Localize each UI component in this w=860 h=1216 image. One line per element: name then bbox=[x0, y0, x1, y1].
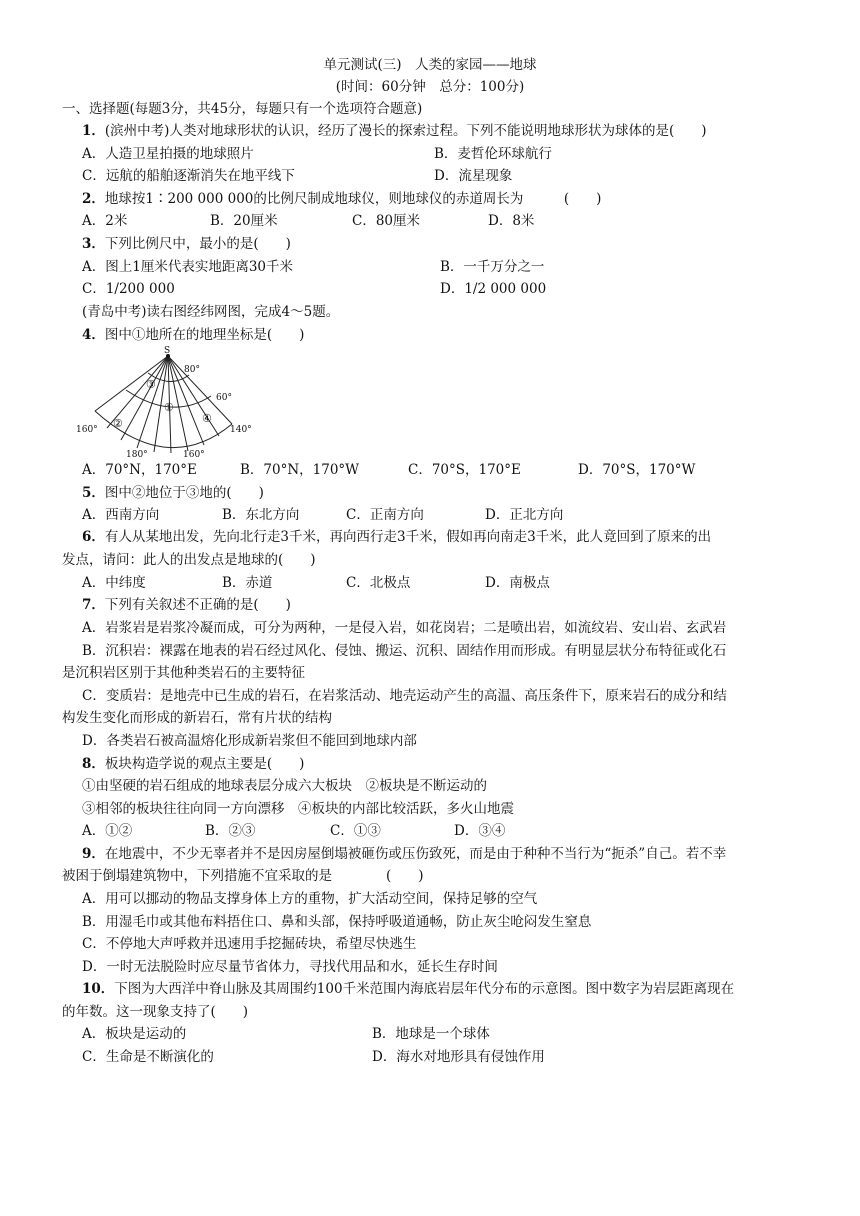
q8-statements-2: ③相邻的板块往往向同一方向漂移 ④板块的内部比较活跃，多火山地震 bbox=[82, 801, 514, 817]
q3-option-d: D．1/2 000 000 bbox=[440, 281, 547, 297]
question-stem: 板块构造学说的观点主要是( ) bbox=[104, 756, 305, 772]
question-number: 5． bbox=[82, 485, 105, 501]
q1-option-c: C．远航的船舶逐渐消失在地平线下 bbox=[82, 168, 295, 184]
question-stem: (滨州中考)人类对地球形状的认识，经历了漫长的探索过程。下列不能说明地球形状为球体的是( ) bbox=[104, 123, 707, 139]
question-4 bbox=[82, 326, 304, 344]
q4-option-a: A．70°N，170°E bbox=[82, 462, 197, 478]
point-3-marker: ③ bbox=[146, 378, 156, 391]
q9-option-b: B．用湿毛巾或其他布料捂住口、鼻和头部，保持呼吸道通畅，防止灰尘呛闷发生窒息 bbox=[82, 914, 592, 930]
question-number: 6． bbox=[82, 529, 105, 545]
question-number: 9． bbox=[82, 846, 105, 862]
q1-option-d: D．流星现象 bbox=[434, 168, 513, 184]
section-heading: 一、选择题(每题3分，共45分，每题只有一个选项符合题意) bbox=[62, 101, 423, 117]
question-stem: 图中②地位于③地的( ) bbox=[104, 485, 264, 501]
exam-title: 单元测试(三) 人类的家园——地球 bbox=[323, 57, 537, 73]
q4-option-b: B．70°N，170°W bbox=[240, 462, 360, 478]
point-1-marker: ① bbox=[164, 401, 174, 414]
question-number: 1． bbox=[82, 123, 105, 139]
question-9-continued: 被困于倒塌建筑物中，下列措施不宜采取的是 ( ) bbox=[62, 868, 424, 884]
meridian-line bbox=[95, 356, 168, 411]
q5-option-b: B．东北方向 bbox=[222, 507, 300, 523]
point-2-marker: ② bbox=[113, 417, 123, 430]
lon-label-140: 140° bbox=[230, 425, 252, 435]
intro-q4-5: (青岛中考)读右图经纬网图，完成4～5题。 bbox=[82, 304, 340, 320]
q1-option-a: A．人造卫星拍摄的地球照片 bbox=[82, 146, 254, 162]
q8-option-d: D．③④ bbox=[454, 823, 506, 839]
pole-label: S bbox=[164, 346, 171, 356]
lat-label-60: 60° bbox=[216, 393, 232, 403]
q8-option-c: C．①③ bbox=[330, 823, 381, 839]
q10-option-a: A．板块是运动的 bbox=[82, 1026, 187, 1042]
question-6-continued: 发点，请问：此人的出发点是地球的( ) bbox=[62, 552, 316, 568]
question-9 bbox=[82, 845, 726, 863]
question-10-continued: 的年数。这一现象支持了( ) bbox=[62, 1004, 249, 1020]
question-stem: 有人从某地出发，先向北行走3千米，再向西行走3千米，假如再向南走3千米，此人竟回到了原来的出 bbox=[104, 529, 712, 545]
q2-option-b: B．20厘米 bbox=[210, 213, 278, 229]
q9-option-a: A．用可以挪动的物品支撑身体上方的重物，扩大活动空间，保持足够的空气 bbox=[82, 891, 538, 907]
question-number: 8． bbox=[82, 756, 105, 772]
q3-option-a: A．图上1厘米代表实地距离30千米 bbox=[82, 259, 294, 275]
lon-label-160-bottom: 160° bbox=[183, 450, 205, 460]
q4-option-c: C．70°S，170°E bbox=[408, 462, 521, 478]
question-number: 3． bbox=[82, 236, 105, 252]
meridian-line bbox=[121, 356, 168, 440]
question-3 bbox=[82, 235, 291, 253]
question-1 bbox=[82, 122, 706, 140]
q7-option-a: A．岩浆岩是岩浆冷凝而成，可分为两种，一是侵入岩，如花岗岩；二是喷出岩，如流纹岩、安山岩、玄武岩 bbox=[82, 620, 727, 636]
q8-option-b: B．②③ bbox=[205, 823, 256, 839]
q6-option-a: A．中纬度 bbox=[82, 575, 146, 591]
question-stem: 地球按1∶200 000 000的比例尺制成地球仪，则地球仪的赤道周长为 ( ) bbox=[104, 191, 602, 207]
q2-option-a: A．2米 bbox=[82, 213, 128, 229]
question-7 bbox=[82, 596, 291, 614]
q4-option-d: D．70°S，170°W bbox=[578, 462, 696, 478]
question-6 bbox=[82, 528, 711, 546]
q5-option-a: A．西南方向 bbox=[82, 507, 160, 523]
q10-option-c: C．生命是不断演化的 bbox=[82, 1049, 214, 1065]
q7-option-d: D．各类岩石被高温熔化形成新岩浆但不能回到地球内部 bbox=[82, 733, 417, 749]
lat-label-80: 80° bbox=[184, 365, 200, 375]
question-8 bbox=[82, 755, 304, 773]
q7-option-c-continued: 构发生变化而形成的新岩石，常有片状的结构 bbox=[62, 710, 332, 726]
q10-option-d: D．海水对地形具有侵蚀作用 bbox=[372, 1049, 545, 1065]
q7-option-b-continued: 是沉积岩区别于其他种类岩石的主要特征 bbox=[62, 665, 305, 681]
q5-option-c: C．正南方向 bbox=[346, 507, 424, 523]
lon-label-180: 180° bbox=[126, 450, 148, 460]
question-stem: 在地震中，不少无辜者并不是因房屋倒塌被砸伤或压伤致死，而是由于种种不当行为“扼杀”自己。若不幸 bbox=[104, 846, 727, 862]
q2-option-c: C．80厘米 bbox=[352, 213, 421, 229]
question-stem: 图中①地所在的地理坐标是( ) bbox=[104, 327, 305, 343]
question-10 bbox=[82, 980, 734, 998]
q7-option-c: C．变质岩：是地壳中已生成的岩石，在岩浆活动、地壳运动产生的高温、高压条件下，原来岩石的成分和结 bbox=[82, 688, 727, 704]
q3-option-b: B．一千万分之一 bbox=[440, 259, 545, 275]
question-stem: 下列有关叙述不正确的是( ) bbox=[104, 597, 291, 613]
question-number: 7． bbox=[82, 597, 105, 613]
q8-option-a: A．①② bbox=[82, 823, 133, 839]
q6-option-d: D．南极点 bbox=[485, 575, 550, 591]
q6-option-c: C．北极点 bbox=[346, 575, 411, 591]
q9-option-c: C．不停地大声呼救并迅速用手挖掘砖块，希望尽快逃生 bbox=[82, 936, 417, 952]
point-4-marker: ④ bbox=[202, 412, 212, 425]
q2-option-d: D．8米 bbox=[488, 213, 535, 229]
q6-option-b: B．赤道 bbox=[222, 575, 273, 591]
graticule-diagram bbox=[76, 344, 266, 460]
exam-subtitle: (时间：60分钟 总分：100分) bbox=[335, 79, 525, 95]
q8-statements-1: ①由坚硬的岩石组成的地球表层分成六大板块 ②板块是不断运动的 bbox=[82, 778, 487, 794]
question-5 bbox=[82, 484, 264, 502]
meridian-line bbox=[168, 356, 232, 424]
q5-option-d: D．正北方向 bbox=[485, 507, 564, 523]
q3-option-c: C．1/200 000 bbox=[82, 281, 175, 297]
question-stem: 下列比例尺中，最小的是( ) bbox=[104, 236, 291, 252]
q9-option-d: D．一时无法脱险时应尽量节省体力，寻找代用品和水，延长生存时间 bbox=[82, 959, 498, 975]
q7-option-b: B．沉积岩：裸露在地表的岩石经过风化、侵蚀、搬运、沉积、固结作用而形成。有明显层状分布特征或化石 bbox=[82, 643, 727, 659]
question-number: 4． bbox=[82, 327, 105, 343]
question-number: 10． bbox=[82, 981, 115, 997]
q1-option-b: B．麦哲伦环球航行 bbox=[434, 146, 552, 162]
lon-label-160-left: 160° bbox=[76, 425, 98, 435]
question-stem: 下图为大西洋中脊山脉及其周围约100千米范围内海底岩层年代分布的示意图。图中数字为岩层距离现在 bbox=[114, 981, 735, 997]
question-number: 2． bbox=[82, 191, 105, 207]
question-2 bbox=[82, 190, 601, 208]
q10-option-b: B．地球是一个球体 bbox=[372, 1026, 490, 1042]
